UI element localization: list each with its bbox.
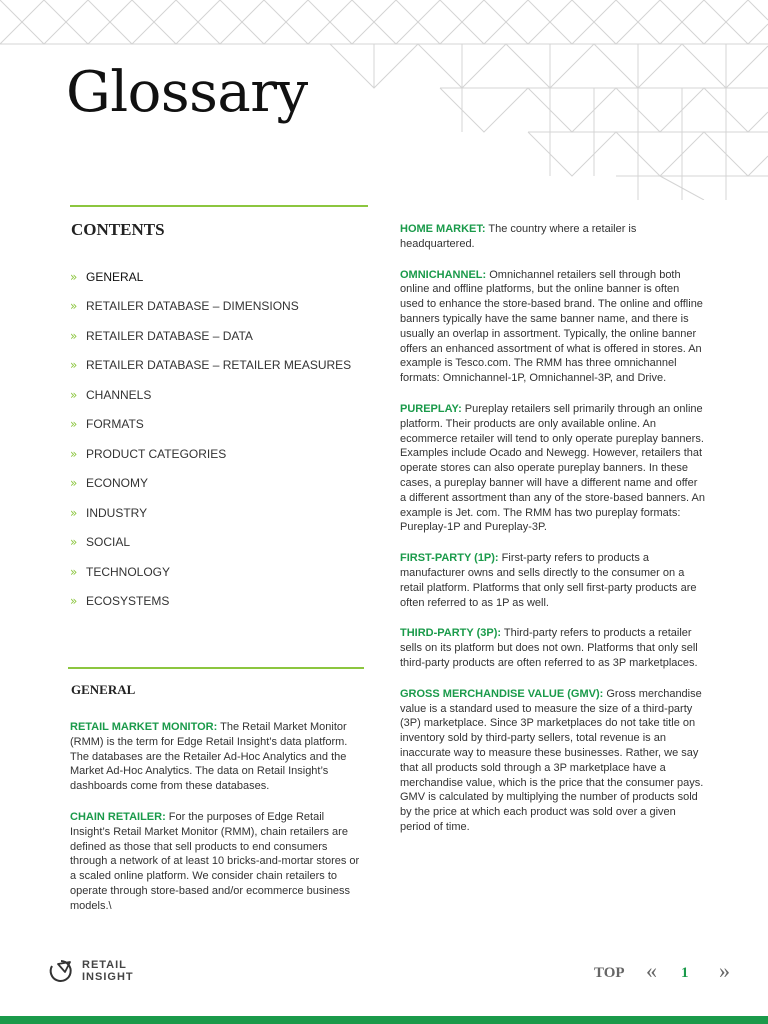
glossary-definition: First-party refers to products a manufacturer owns and sells directly to the consumer on a retail platform. Platforms that only sell first-party products are often referred to as 1P as well. bbox=[400, 552, 697, 609]
table-of-contents bbox=[70, 262, 370, 616]
glossary-entry bbox=[400, 687, 706, 835]
previous-page-button[interactable]: « bbox=[646, 958, 657, 983]
toc-item-label: SOCIAL bbox=[86, 535, 131, 550]
toc-item-social[interactable] bbox=[70, 528, 370, 558]
chevron-right-icon: » bbox=[70, 476, 78, 491]
logo-line-1: RETAIL bbox=[82, 959, 127, 971]
glossary-entry bbox=[70, 720, 366, 794]
general-heading: GENERAL bbox=[71, 682, 136, 697]
toc-item-retailer-database-dimensions[interactable] bbox=[70, 292, 370, 322]
toc-item-general[interactable] bbox=[70, 262, 370, 292]
glossary-term: CHAIN RETAILER: bbox=[70, 810, 166, 823]
toc-item-label: TECHNOLOGY bbox=[86, 564, 171, 579]
next-page-button[interactable]: » bbox=[719, 958, 730, 983]
toc-item-economy[interactable] bbox=[70, 469, 370, 499]
toc-item-label: RETAILER DATABASE – RETAILER MEASURES bbox=[86, 358, 352, 373]
toc-item-label: ECONOMY bbox=[86, 476, 149, 491]
glossary-right-column bbox=[400, 222, 706, 851]
chevron-right-icon: » bbox=[70, 417, 78, 432]
glossary-term: RETAIL MARKET MONITOR: bbox=[70, 721, 218, 733]
glossary-entry bbox=[400, 402, 706, 535]
toc-item-label: RETAILER DATABASE – DATA bbox=[86, 328, 253, 343]
toc-item-ecosystems[interactable] bbox=[70, 587, 370, 617]
chevron-right-icon: » bbox=[70, 505, 78, 520]
glossary-definition: The Retail Market Monitor (RMM) is the term for Edge Retail Insight’s data platform. The databases are the Retailer Ad-Hoc Analytics and the Market Ad-Hoc Analytics. The data on Retail Insight’s dashboards come from these databases. bbox=[70, 721, 348, 793]
glossary-entry bbox=[400, 222, 706, 252]
general-entries bbox=[70, 720, 366, 930]
toc-item-label: FORMATS bbox=[86, 417, 144, 432]
toc-item-label: ECOSYSTEMS bbox=[86, 594, 170, 609]
page-number: 1 bbox=[681, 965, 689, 981]
logo-wordmark bbox=[82, 959, 134, 983]
glossary-term: THIRD-PARTY (3P): bbox=[400, 627, 502, 640]
toc-item-label: GENERAL bbox=[86, 269, 144, 284]
general-top-rule bbox=[68, 667, 364, 669]
toc-item-retailer-measures[interactable] bbox=[70, 351, 370, 381]
toc-item-retailer-database-data[interactable] bbox=[70, 321, 370, 351]
toc-item-product-categories[interactable] bbox=[70, 439, 370, 469]
chevron-right-icon: » bbox=[70, 594, 78, 609]
chevron-right-icon: » bbox=[70, 328, 78, 343]
glossary-definition: Gross merchandise value is a standard used to measure the size of a third-party (3P) marketplace. Since 3P marketplaces do not take title on inventory sold by third-party sellers, total revenue is an inaccurate way to measure these businesses. Rather, we say that all products sold through a 3P marketplace have a merchandise value, which is the price that the consumer pays. GMV is calculated by multiplying the number of products sold by the price at which each product was sold over a given period of time. bbox=[400, 687, 704, 833]
footer-bar bbox=[0, 1016, 768, 1024]
glossary-term: HOME MARKET: bbox=[400, 223, 486, 235]
toc-item-label: PRODUCT CATEGORIES bbox=[86, 446, 227, 461]
chevron-right-icon: » bbox=[70, 387, 78, 402]
chevron-right-icon: » bbox=[70, 269, 78, 284]
chevron-right-icon: » bbox=[70, 299, 78, 314]
glossary-term: PUREPLAY: bbox=[400, 402, 462, 415]
toc-item-industry[interactable] bbox=[70, 498, 370, 528]
glossary-definition: Omnichannel retailers sell through both online and offline platforms, but the online banner is often used to enhance the store-based brand. The online and offline banners typically have the same banner name, and there is usually an overlap in assortment. Typically, the online banner offers an enhanced assortment of what is offered in stores. An example is Tesco.com. The RMM has three omnichannel formats: Omnichannel-1P, Omnichannel-3P, and Drive. bbox=[400, 268, 703, 385]
glossary-entry bbox=[70, 810, 366, 914]
top-link[interactable]: TOP bbox=[594, 965, 625, 981]
glossary-entry bbox=[400, 626, 706, 670]
glossary-definition: The country where a retailer is headquartered. bbox=[400, 223, 637, 250]
glossary-definition: For the purposes of Edge Retail Insight’s Retail Market Monitor (RMM), chain retailers are defined as those that sell products to end consumers through a network of at least 10 bricks-and-mortar stores or a scaled online platform. We consider chain retailers to operate through store-based and/or ecommerce business models.\ bbox=[70, 810, 360, 912]
chevron-right-icon: » bbox=[70, 564, 78, 579]
glossary-entry bbox=[400, 268, 706, 386]
glossary-definition: Third-party refers to products a retailer sells on its platform but does not own. Platforms that only sell third-party products are often referred to as 3P marketplaces. bbox=[400, 627, 698, 669]
chevron-right-icon: » bbox=[70, 535, 78, 550]
retail-insight-logo-icon bbox=[48, 958, 74, 984]
glossary-term: GROSS MERCHANDISE VALUE (GMV): bbox=[400, 687, 604, 700]
glossary-term: FIRST-PARTY (1P): bbox=[400, 552, 499, 565]
toc-item-channels[interactable] bbox=[70, 380, 370, 410]
toc-item-label: RETAILER DATABASE – DIMENSIONS bbox=[86, 299, 299, 314]
glossary-term: OMNICHANNEL: bbox=[400, 268, 487, 281]
retail-insight-logo bbox=[48, 958, 134, 984]
glossary-definition: Pureplay retailers sell primarily through an online platform. Their products are only available online. An ecommerce retailer will tend to only operate pureplay banners. Examples include Ocado and Newegg. However, retailers that operate stores can also operate pureplay banners. In these cases, a pureplay banner will have a different name and offer a different assortment than any of the store-based banners. An example is Jet. com. The RMM has two pureplay formats: Pureplay-1P and Pureplay-3P. bbox=[400, 402, 705, 534]
toc-item-label: CHANNELS bbox=[86, 387, 152, 402]
contents-top-rule bbox=[70, 205, 368, 207]
chevron-right-icon: » bbox=[70, 358, 78, 373]
contents-heading: CONTENTS bbox=[71, 220, 165, 239]
toc-item-label: INDUSTRY bbox=[86, 505, 148, 520]
toc-item-technology[interactable] bbox=[70, 557, 370, 587]
glossary-entry bbox=[400, 551, 706, 610]
logo-line-2: INSIGHT bbox=[82, 971, 134, 983]
toc-item-formats[interactable] bbox=[70, 410, 370, 440]
chevron-right-icon: » bbox=[70, 446, 78, 461]
page-title: Glossary bbox=[66, 60, 308, 125]
